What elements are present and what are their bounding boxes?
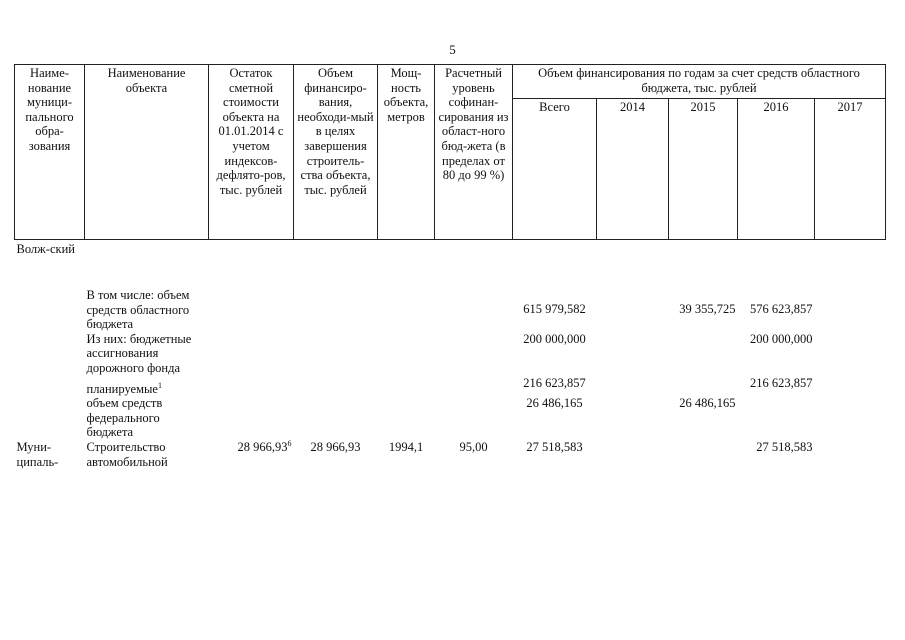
header-2017: 2017 xyxy=(815,99,886,240)
y2016-cell: 576 623,857 xyxy=(750,302,813,316)
header-by-years: Объем финансирования по годам за счет средств областного бюджета, тыс. рублей xyxy=(513,65,886,99)
row-label: объем средств федерального бюджета xyxy=(86,396,163,440)
y2015-cell: 26 486,165 xyxy=(679,396,736,411)
row-label: планируемые$^1$ xyxy=(86,380,162,396)
total-cell: 615 979,582 xyxy=(523,302,586,316)
header-capacity: Мощ-ность объекта, метров xyxy=(378,65,435,240)
footnote-marker: 6 xyxy=(287,438,292,448)
table-row xyxy=(15,440,886,469)
row-label: Из них: бюджетные ассигнования дорожного фонда xyxy=(86,331,192,375)
financing-table xyxy=(14,64,886,469)
municipality-cell: Волж-ский xyxy=(16,242,75,256)
header-municipality: Наиме-нование муници-пального обра-зования xyxy=(15,65,85,240)
total-cell: 26 486,165 xyxy=(526,396,583,411)
header-2016: 2016 xyxy=(738,99,815,240)
total-cell: 216 623,857 xyxy=(523,375,586,390)
y2016-cell: 216 623,857 xyxy=(750,375,813,390)
capacity-cell: 1994,1 xyxy=(388,439,424,454)
header-object: Наименование объекта xyxy=(85,65,209,240)
y2016-cell: 200 000,000 xyxy=(750,331,813,346)
header-total: Всего xyxy=(513,99,597,240)
header-estimate: Остаток сметной стоимости объекта на 01.01.2014 с учетом индексов-дефлято-ров, тыс. рублей xyxy=(209,65,294,240)
header-required: Объем финансиро-вания, необходи-мый в целях завершения строитель-ства объекта, тыс. рублей xyxy=(294,65,378,240)
cofinance-cell: 95,00 xyxy=(459,439,488,454)
table-row xyxy=(15,288,886,332)
table-row xyxy=(15,332,886,376)
header-2014: 2014 xyxy=(597,99,669,240)
required-cell: 28 966,93 xyxy=(310,439,361,454)
total-cell: 27 518,583 xyxy=(526,439,583,454)
page-number: 5 xyxy=(449,42,456,57)
table-row xyxy=(15,396,886,440)
table-row xyxy=(15,240,886,289)
table-row xyxy=(15,376,886,397)
object-cell: Строительство автомобильной xyxy=(86,439,168,469)
y2015-cell: 39 355,725 xyxy=(679,302,736,316)
municipality-cell: Муни-ципаль- xyxy=(16,439,59,469)
header-2015: 2015 xyxy=(669,99,738,240)
footnote-marker: 1 xyxy=(157,380,162,390)
y2016-cell: 27 518,583 xyxy=(756,439,813,454)
estimate-cell: 28 966,93$^6$ xyxy=(237,438,292,454)
header-cofinance: Расчетный уровень софинан-сирования из област-ного бюд-жета (в пределах от 80 до 99 %) xyxy=(435,65,513,240)
row-label: В том числе: объем средств областного бюджета xyxy=(86,288,190,332)
total-cell: 200 000,000 xyxy=(523,331,586,346)
